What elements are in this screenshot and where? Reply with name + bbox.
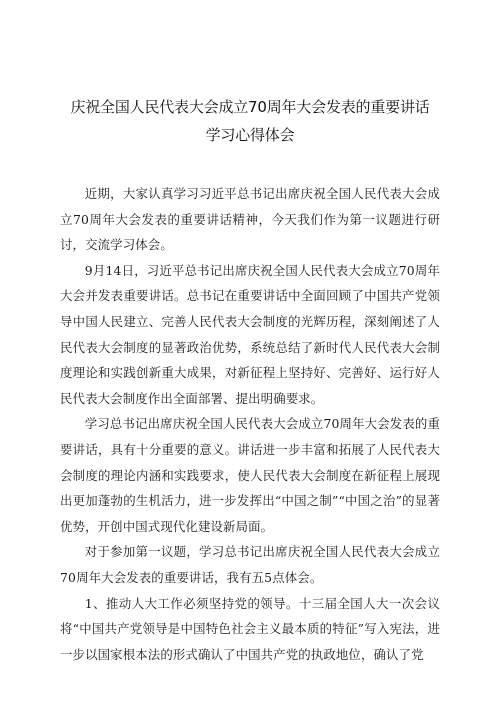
paragraph: 对于参加第一议题，学习总书记出席庆祝全国人民代表大会成立70周年大会发表的重要讲话，我有五5点体会。 [60,544,440,585]
document-title [60,93,440,149]
paragraph: 学习总书记出席庆祝全国人民代表大会成立70周年大会发表的重要讲话，具有十分重要的意义。讲话进一步丰富和拓展了人民代表大会制度的理论内涵和实践要求，使人民代表大会制度在新征程上展现出更加蓬勃的生机活力，进一步发挥出“中国之制”“中国之治”的显著优势，开创中国式现代化建设新局面。 [60,416,440,534]
paragraph: 近期，大家认真学习习近平总书记出席庆祝全国人民代表大会成立70周年大会发表的重要讲话精神，今天我们作为第一议题进行研讨，交流学习体会。 [60,186,440,253]
title-line-1: 庆祝全国人民代表大会成立70周年大会发表的重要讲话 [70,98,430,116]
paragraph: 9月14日，习近平总书记出席庆祝全国人民代表大会成立70周年大会并发表重要讲话。总书记在重要讲话中全面回顾了中国共产党领导中国人民建立、完善人民代表大会制度的光辉历程，深刻阐述了人民代表大会制度的显著政治优势，系统总结了新时代人民代表大会制度理论和实践创新重大成果，对新征程上坚持好、完善好、运行好人民代表大会制度作出全面部署、提出明确要求。 [60,262,440,406]
document-body [60,181,440,667]
title-line-2: 学习心得体会 [205,126,295,144]
paragraph: 1、推动人大工作必须坚持党的领导。十三届全国人大一次会议将“中国共产党领导是中国特色社会主义最本质的特征”写入宪法，进一步以国家根本法的形式确认了中国共产党的执政地位，确认了党 [60,595,440,662]
